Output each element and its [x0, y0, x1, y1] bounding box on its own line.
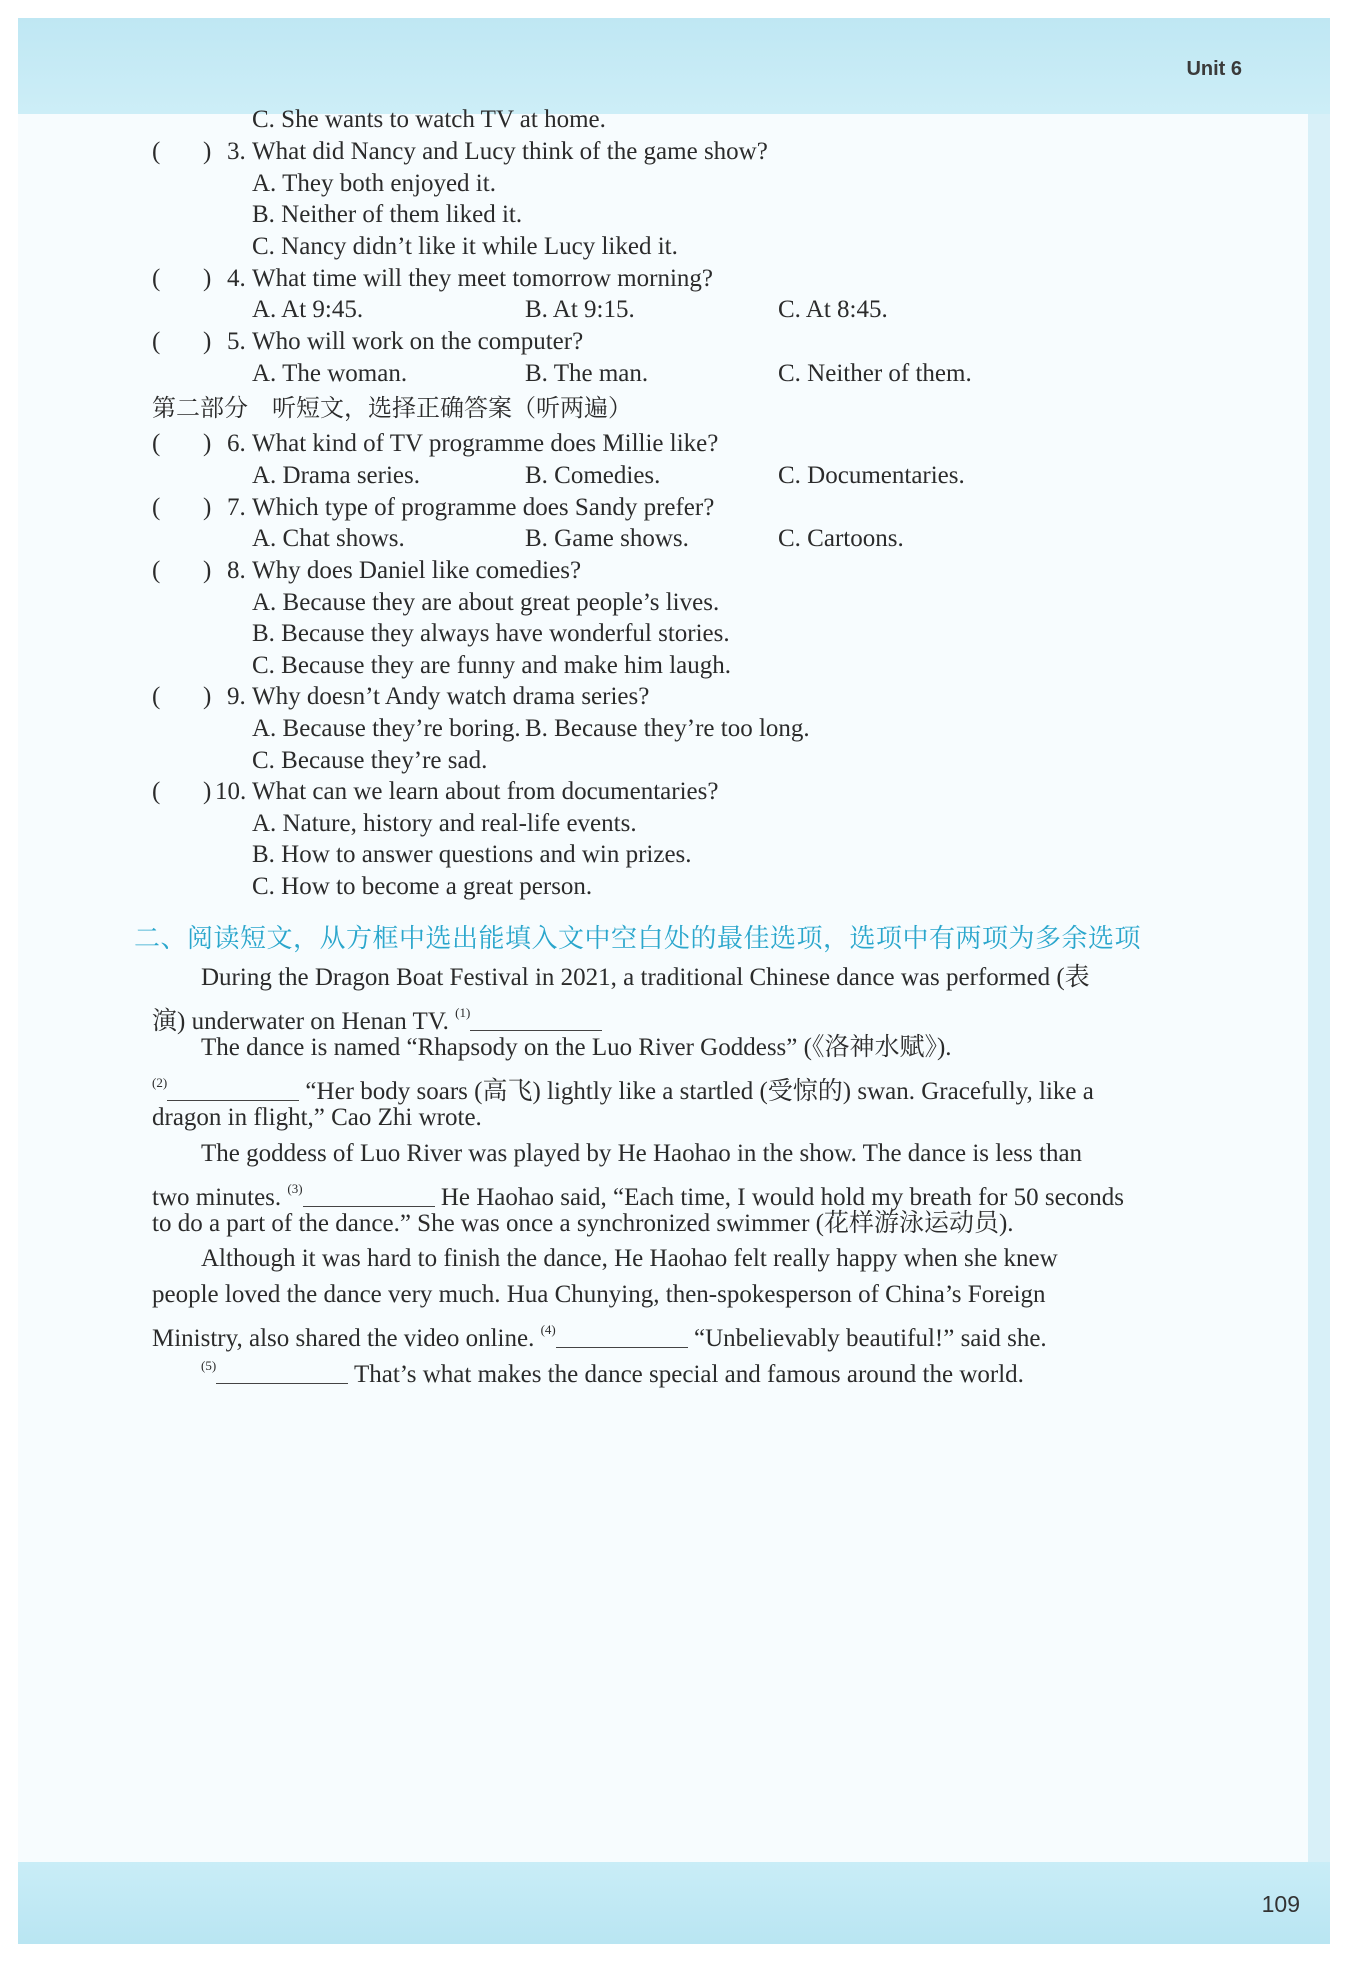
passage-line: dragon in flight,” Cao Zhi wrote. [152, 1104, 482, 1131]
answer-paren-open: ( [152, 494, 161, 521]
blank-number: (3) [287, 1181, 303, 1196]
passage-text: Ministry, also shared the video online. [152, 1325, 535, 1352]
passage-line [201, 1344, 1024, 1397]
option-c: C. Neither of them. [778, 360, 972, 387]
question-text: Which type of programme does Sandy prefer? [252, 494, 715, 521]
question-number: 8. [227, 557, 246, 584]
option-c: C. Nancy didn’t like it while Lucy liked it. [252, 233, 678, 260]
option-b: B. Because they’re too long. [525, 715, 810, 742]
question-text: What time will they meet tomorrow morning? [252, 265, 713, 292]
option-a: A. Nature, history and real-life events. [252, 810, 637, 837]
passage-text: two minutes. [152, 1184, 282, 1211]
passage-line: During the Dragon Boat Festival in 2021, a traditional Chinese dance was performed (表 [201, 964, 1090, 991]
question-number: 5. [227, 328, 246, 355]
question-text: What did Nancy and Lucy think of the game show? [252, 138, 768, 165]
answer-paren-close: ) [203, 138, 212, 165]
answer-paren-close: ) [203, 557, 212, 584]
question-number: 10. [215, 778, 247, 805]
option-b: B. At 9:15. [525, 296, 635, 323]
blank-number: (2) [152, 1075, 168, 1090]
option-c: C. How to become a great person. [252, 873, 593, 900]
option-a: A. Drama series. [252, 462, 420, 489]
answer-paren-open: ( [152, 557, 161, 584]
question-text: What can we learn about from documentaries? [252, 778, 719, 805]
passage-line: Although it was hard to finish the dance, He Haohao felt really happy when she knew [201, 1245, 1058, 1272]
blank-number: (4) [540, 1322, 556, 1337]
question-text: What kind of TV programme does Millie like? [252, 430, 719, 457]
option-a: A. At 9:45. [252, 296, 364, 323]
part2-title: 第二部分 听短文，选择正确答案（听两遍） [152, 394, 632, 422]
option-b: B. Neither of them liked it. [252, 201, 523, 228]
question-number: 6. [227, 430, 246, 457]
passage-line: The dance is named “Rhapsody on the Luo River Goddess” (《洛神水赋》). [201, 1034, 952, 1061]
passage-text: “Unbelievably beautiful!” said she. [694, 1325, 1047, 1352]
option-b: B. Game shows. [525, 525, 689, 552]
answer-paren-close: ) [203, 328, 212, 355]
workbook-page [18, 18, 1330, 1944]
option-c: C. At 8:45. [778, 296, 888, 323]
answer-paren-close: ) [203, 778, 212, 805]
question-text: Why doesn’t Andy watch drama series? [252, 683, 650, 710]
option-a: A. Because they are about great people’s lives. [252, 589, 720, 616]
blank-number: (5) [201, 1358, 217, 1373]
passage-text: He Haohao said, “Each time, I would hold my breath for 50 seconds [440, 1184, 1124, 1211]
option-c: C. Because they are funny and make him laugh. [252, 652, 732, 679]
option-a: A. Chat shows. [252, 525, 405, 552]
passage-text: “Her body soars (高飞) lightly like a startled (受惊的) swan. Gracefully, like a [305, 1078, 1094, 1105]
question-text: Who will work on the computer? [252, 328, 584, 355]
passage-line: The goddess of Luo River was played by He Haohao in the show. The dance is less than [201, 1140, 1083, 1167]
answer-paren-open: ( [152, 138, 161, 165]
answer-paren-close: ) [203, 683, 212, 710]
blank-number: (1) [455, 1005, 471, 1020]
passage-text: That’s what makes the dance special and famous around the world. [353, 1361, 1024, 1388]
question-number: 7. [227, 494, 246, 521]
answer-paren-close: ) [203, 494, 212, 521]
page-number: 109 [1261, 1891, 1300, 1917]
option-b: B. How to answer questions and win prizes. [252, 841, 692, 868]
option-c: C. Cartoons. [778, 525, 904, 552]
blank-5[interactable] [216, 1361, 348, 1384]
answer-paren-open: ( [152, 328, 161, 355]
page-content [18, 18, 1330, 1944]
question-text: Why does Daniel like comedies? [252, 557, 582, 584]
answer-paren-open: ( [152, 778, 161, 805]
option-c: C. Documentaries. [778, 462, 965, 489]
option-b: B. Comedies. [525, 462, 661, 489]
passage-text: 演) underwater on Henan TV. [152, 1008, 449, 1035]
passage-line: to do a part of the dance.” She was once a synchronized swimmer (花样游泳运动员). [152, 1210, 1014, 1237]
passage-line: people loved the dance very much. Hua Chunying, then-spokesperson of China’s Foreign [152, 1281, 1046, 1308]
answer-paren-open: ( [152, 265, 161, 292]
answer-paren-close: ) [203, 430, 212, 457]
answer-paren-open: ( [152, 683, 161, 710]
option-b: B. The man. [525, 360, 649, 387]
option-b: B. Because they always have wonderful stories. [252, 620, 730, 647]
option-a: A. Because they’re boring. [252, 715, 521, 742]
question-number: 9. [227, 683, 246, 710]
option-a: A. They both enjoyed it. [252, 170, 496, 197]
question-number: 3. [227, 138, 246, 165]
section-heading: 二、阅读短文，从方框中选出能填入文中空白处的最佳选项，选项中有两项为多余选项 [134, 924, 1142, 954]
question-number: 4. [227, 265, 246, 292]
option-c: C. Because they’re sad. [252, 747, 488, 774]
option-a: A. The woman. [252, 360, 408, 387]
unit-label: Unit 6 [1186, 58, 1242, 80]
answer-paren-open: ( [152, 430, 161, 457]
answer-paren-close: ) [203, 265, 212, 292]
q2-option-c: C. She wants to watch TV at home. [252, 106, 606, 133]
